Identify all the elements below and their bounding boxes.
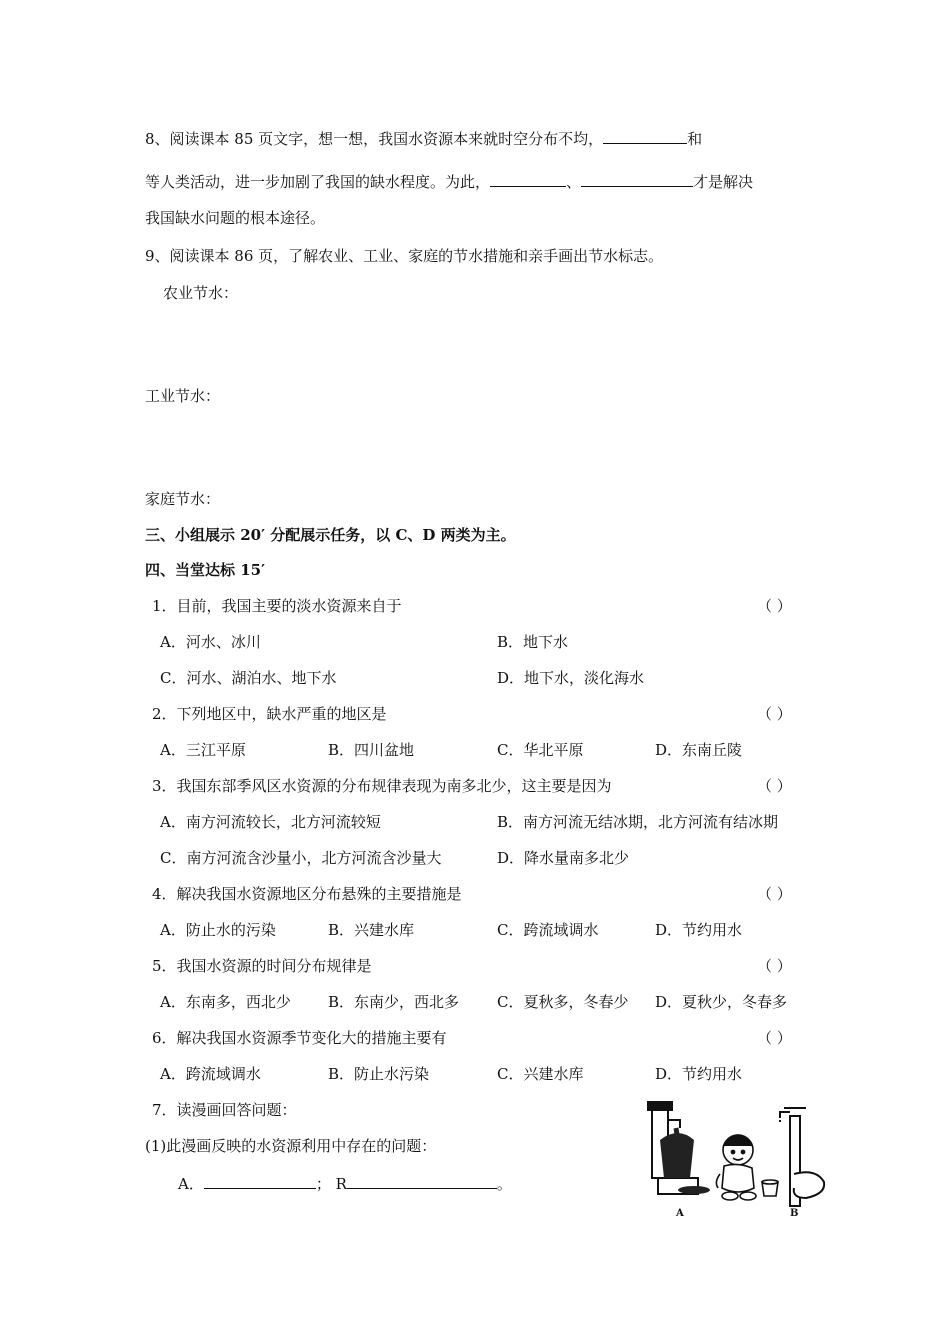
option-5c[interactable]: C．夏秋多，冬春少 xyxy=(497,993,629,1011)
option-5d[interactable]: D．夏秋少，冬春多 xyxy=(655,993,788,1011)
q7-stem: 7．读漫画回答问题： xyxy=(152,1101,297,1119)
option-4b[interactable]: B．兴建水库 xyxy=(328,921,415,939)
q9-industry-label: 工业节水： xyxy=(145,387,221,405)
q8-blank-1[interactable] xyxy=(603,127,687,144)
q8-line3: 我国缺水问题的根本途径。 xyxy=(145,209,326,227)
option-6c[interactable]: C．兴建水库 xyxy=(497,1065,584,1083)
child-figure-icon xyxy=(716,1135,756,1200)
answer-paren-6[interactable]: （ ） xyxy=(757,1029,792,1047)
q9-home-label: 家庭节水： xyxy=(145,490,221,508)
option-6a[interactable]: A．跨流域调水 xyxy=(160,1065,261,1083)
answer-paren-5[interactable]: （ ） xyxy=(757,957,792,975)
q8-blank-3[interactable] xyxy=(581,170,693,187)
q7-answer-a-label: A． xyxy=(178,1175,204,1193)
option-2b[interactable]: B．四川盆地 xyxy=(328,741,415,759)
option-4a[interactable]: A．防止水的污染 xyxy=(160,921,276,939)
option-1d[interactable]: D．地下水，淡化海水 xyxy=(497,669,645,687)
answer-paren-1[interactable]: （ ） xyxy=(757,597,792,615)
mc-question-3: 3．我国东部季风区水资源的分布规律表现为南多北少，这主要是因为 xyxy=(152,777,612,795)
mc-question-6: 6．解决我国水资源季节变化大的措施主要有 xyxy=(152,1029,447,1047)
q9-agri-label: 农业节水： xyxy=(163,284,239,302)
q7-blank-b[interactable] xyxy=(347,1172,497,1189)
option-6d[interactable]: D．节约用水 xyxy=(655,1065,743,1083)
cartoon-label-a: A xyxy=(676,1208,684,1219)
mc-question-1: 1．目前，我国主要的淡水资源来自于 xyxy=(152,597,402,615)
section-4-heading: 四、当堂达标 15′ xyxy=(145,561,266,579)
option-2c[interactable]: C．华北平原 xyxy=(497,741,584,759)
q8-line2 xyxy=(145,170,753,192)
mc-question-2: 2．下列地区中，缺水严重的地区是 xyxy=(152,705,387,723)
option-1c[interactable]: C．河水、湖泊水、地下水 xyxy=(160,669,337,687)
answer-paren-3[interactable]: （ ） xyxy=(757,777,792,795)
q8-text-1b: 和 xyxy=(687,130,703,148)
option-4d[interactable]: D．节约用水 xyxy=(655,921,743,939)
q9-text: 9、阅读课本 86 页，了解农业、工业、家庭的节水措施和亲手画出节水标志。 xyxy=(145,247,664,265)
option-1b[interactable]: B．地下水 xyxy=(497,633,569,651)
option-3b[interactable]: B．南方河流无结冰期，北方河流有结冰期 xyxy=(497,813,779,831)
q8-blank-2[interactable] xyxy=(490,170,566,187)
option-2d[interactable]: D．东南丘陵 xyxy=(655,741,743,759)
q8-text-2b: 才是解决 xyxy=(693,173,754,191)
mc-question-4: 4．解决我国水资源地区分布悬殊的主要措施是 xyxy=(152,885,462,903)
cartoon-label-b: B xyxy=(790,1208,799,1219)
tap-b-icon xyxy=(780,1108,824,1206)
q7-answer-end: 。 xyxy=(496,1175,512,1193)
option-2a[interactable]: A．三江平原 xyxy=(160,741,246,759)
answer-paren-4[interactable]: （ ） xyxy=(757,885,792,903)
option-6b[interactable]: B．防止水污染 xyxy=(328,1065,430,1083)
option-5b[interactable]: B．东南少，西北多 xyxy=(328,993,460,1011)
q7-answer-sep: ； R xyxy=(315,1175,347,1193)
q8-text-2sep: 、 xyxy=(566,173,582,191)
option-3c[interactable]: C．南方河流含沙量小，北方河流含沙量大 xyxy=(160,849,442,867)
section-3-heading: 三、小组展示 20′ 分配展示任务，以 C、D 两类为主。 xyxy=(145,526,516,544)
answer-paren-2[interactable]: （ ） xyxy=(757,705,792,723)
water-waste-cartoon xyxy=(640,1090,840,1222)
q8-text-1a: 8、阅读课本 85 页文字，想一想，我国水资源本来就时空分布不均， xyxy=(145,130,604,148)
option-5a[interactable]: A．东南多，西北少 xyxy=(160,993,291,1011)
option-4c[interactable]: C．跨流域调水 xyxy=(497,921,599,939)
option-1a[interactable]: A．河水、冰川 xyxy=(160,633,261,651)
cup-icon xyxy=(762,1180,778,1196)
q7-blank-a[interactable] xyxy=(204,1172,316,1189)
q8-text-2a: 等人类活动，进一步加剧了我国的缺水程度。为此， xyxy=(145,173,491,191)
q7-answer-line xyxy=(178,1172,512,1194)
option-3a[interactable]: A．南方河流较长，北方河流较短 xyxy=(160,813,381,831)
q7-sub1: (1)此漫画反映的水资源利用中存在的问题： xyxy=(145,1137,437,1155)
q8-line1 xyxy=(145,127,702,149)
mc-question-5: 5．我国水资源的时间分布规律是 xyxy=(152,957,372,975)
option-3d[interactable]: D．降水量南多北少 xyxy=(497,849,630,867)
